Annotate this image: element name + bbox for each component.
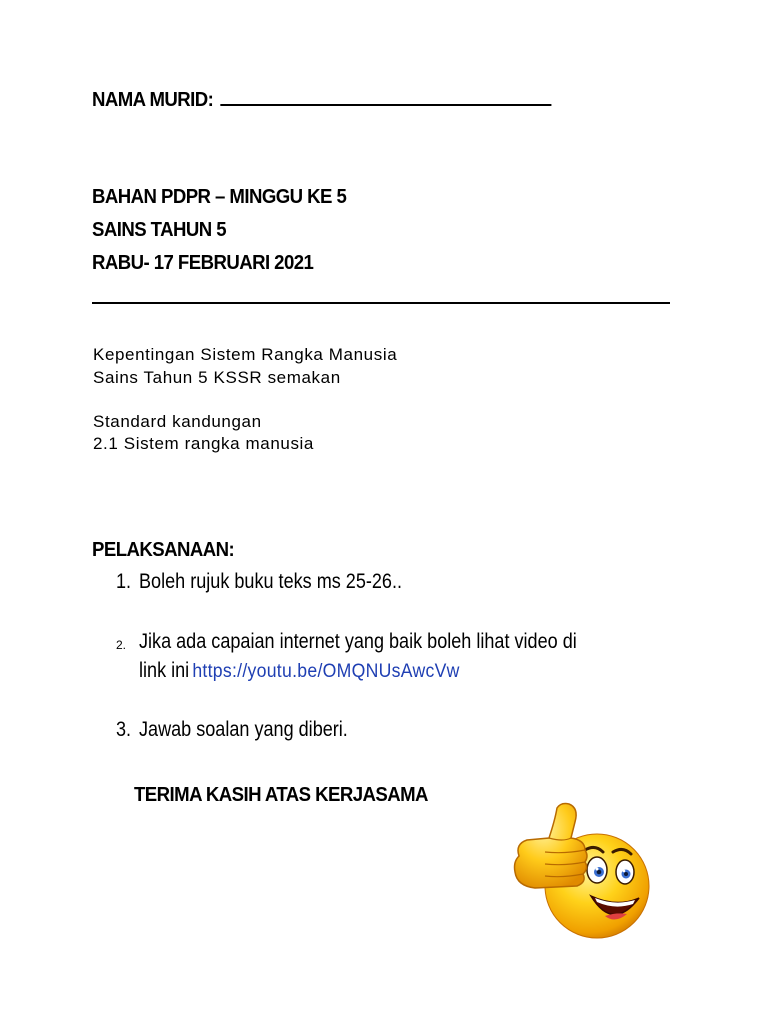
header-line-date: RABU- 17 FEBRUARI 2021 [92,252,314,274]
list-item-number: 3. [116,718,132,741]
list-item-number: 1. [116,570,132,593]
link-prefix-text: link ini [139,659,190,682]
list-item-text: Jawab soalan yang diberi. [139,718,348,741]
youtube-video-link[interactable]: https://youtu.be/OMQNUsAwcVw [192,661,461,682]
closing-message: TERIMA KASIH ATAS KERJASAMA [134,784,428,806]
list-item-text-continued [139,659,461,683]
header-line-week: BAHAN PDPR – MINGGU KE 5 [92,186,347,208]
standard-label: Standard kandungan [93,412,262,431]
topic-title: Kepentingan Sistem Rangka Manusia [93,345,398,364]
student-name-label: NAMA MURID: [92,89,214,111]
student-name-row [92,89,552,112]
header-line-subject: SAINS TAHUN 5 [92,219,226,241]
list-item-text: Jika ada capaian internet yang baik boleh lihat video di [139,630,577,653]
standard-value: 2.1 Sistem rangka manusia [93,434,314,453]
thumbs-up-smiley-icon [505,800,655,940]
student-name-blank[interactable] [221,90,552,106]
topic-subtitle: Sains Tahun 5 KSSR semakan [93,368,341,387]
header-divider [92,302,670,304]
pelaksanaan-heading: PELAKSANAAN: [92,539,235,561]
list-item-number: 2. [116,638,127,652]
list-item-text: Boleh rujuk buku teks ms 25-26.. [139,570,403,593]
